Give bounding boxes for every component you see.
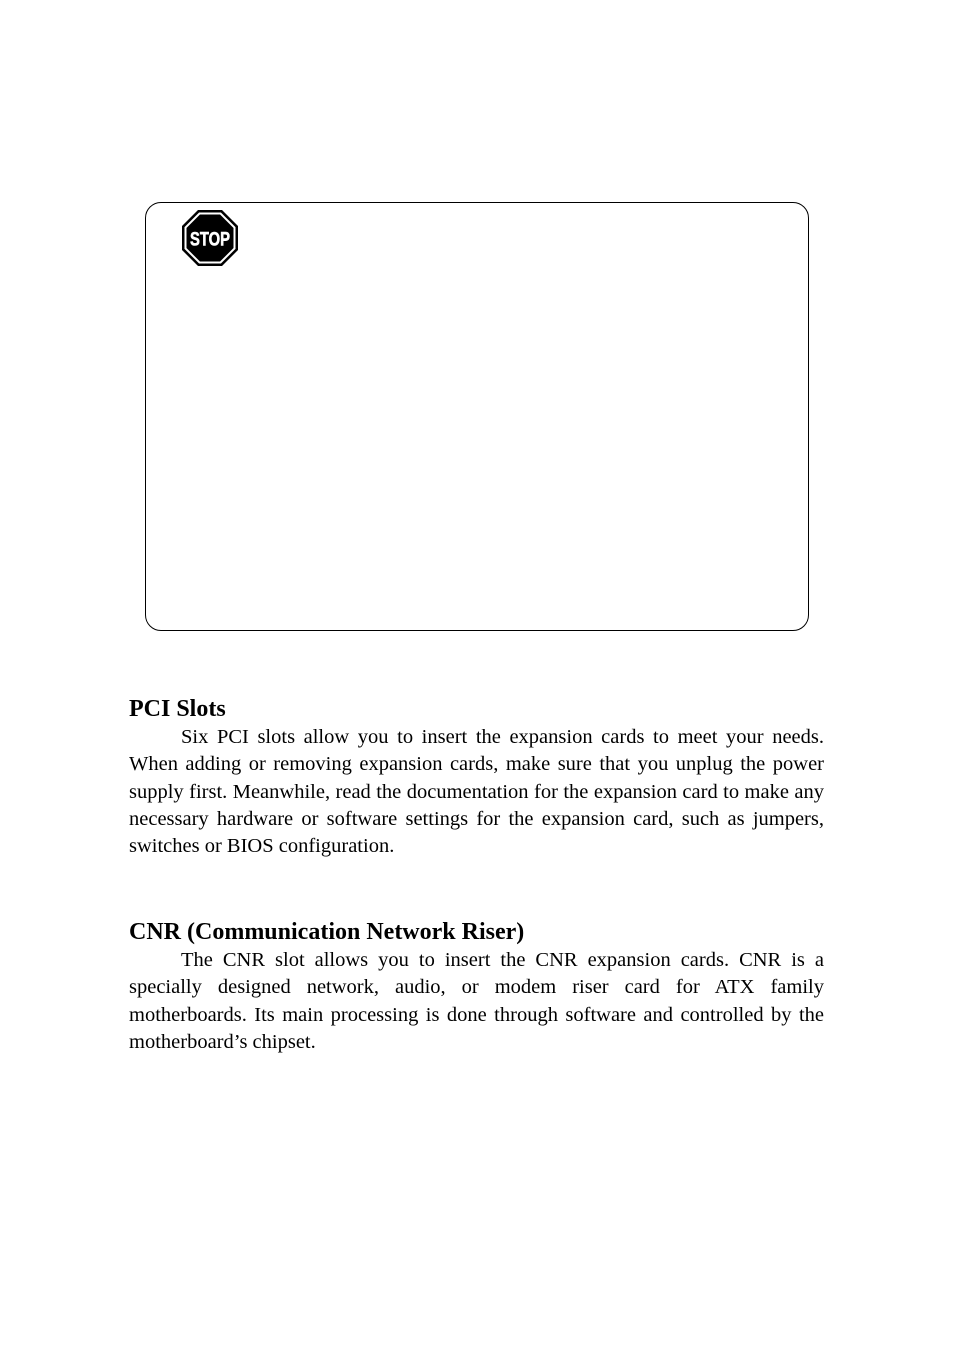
- section-body: The CNR slot allows you to insert the CNR expansion cards. CNR is a specially designed network, audio, or modem riser card for ATX family motherboards. Its main processing is done through software and controlled by the motherboard’s chipset.: [129, 949, 824, 1053]
- warning-notice-box: [145, 202, 809, 631]
- section-body: Six PCI slots allow you to insert the expansion cards to meet your needs. When adding or removing expansion cards, make sure that you unplug the power supply first. Meanwhile, read the documentation for the expansion card to make any necessary hardware or software settings for the expansion card, such as jumpers, switches or BIOS configuration.: [129, 726, 824, 858]
- stop-sign-label: STOP: [190, 229, 231, 251]
- section-heading: CNR (Communication Network Riser): [129, 919, 525, 945]
- section-heading: PCI Slots: [129, 696, 226, 722]
- section-cnr: [129, 917, 824, 1056]
- section-pci-slots: [129, 694, 824, 860]
- stop-sign-icon: [181, 209, 239, 267]
